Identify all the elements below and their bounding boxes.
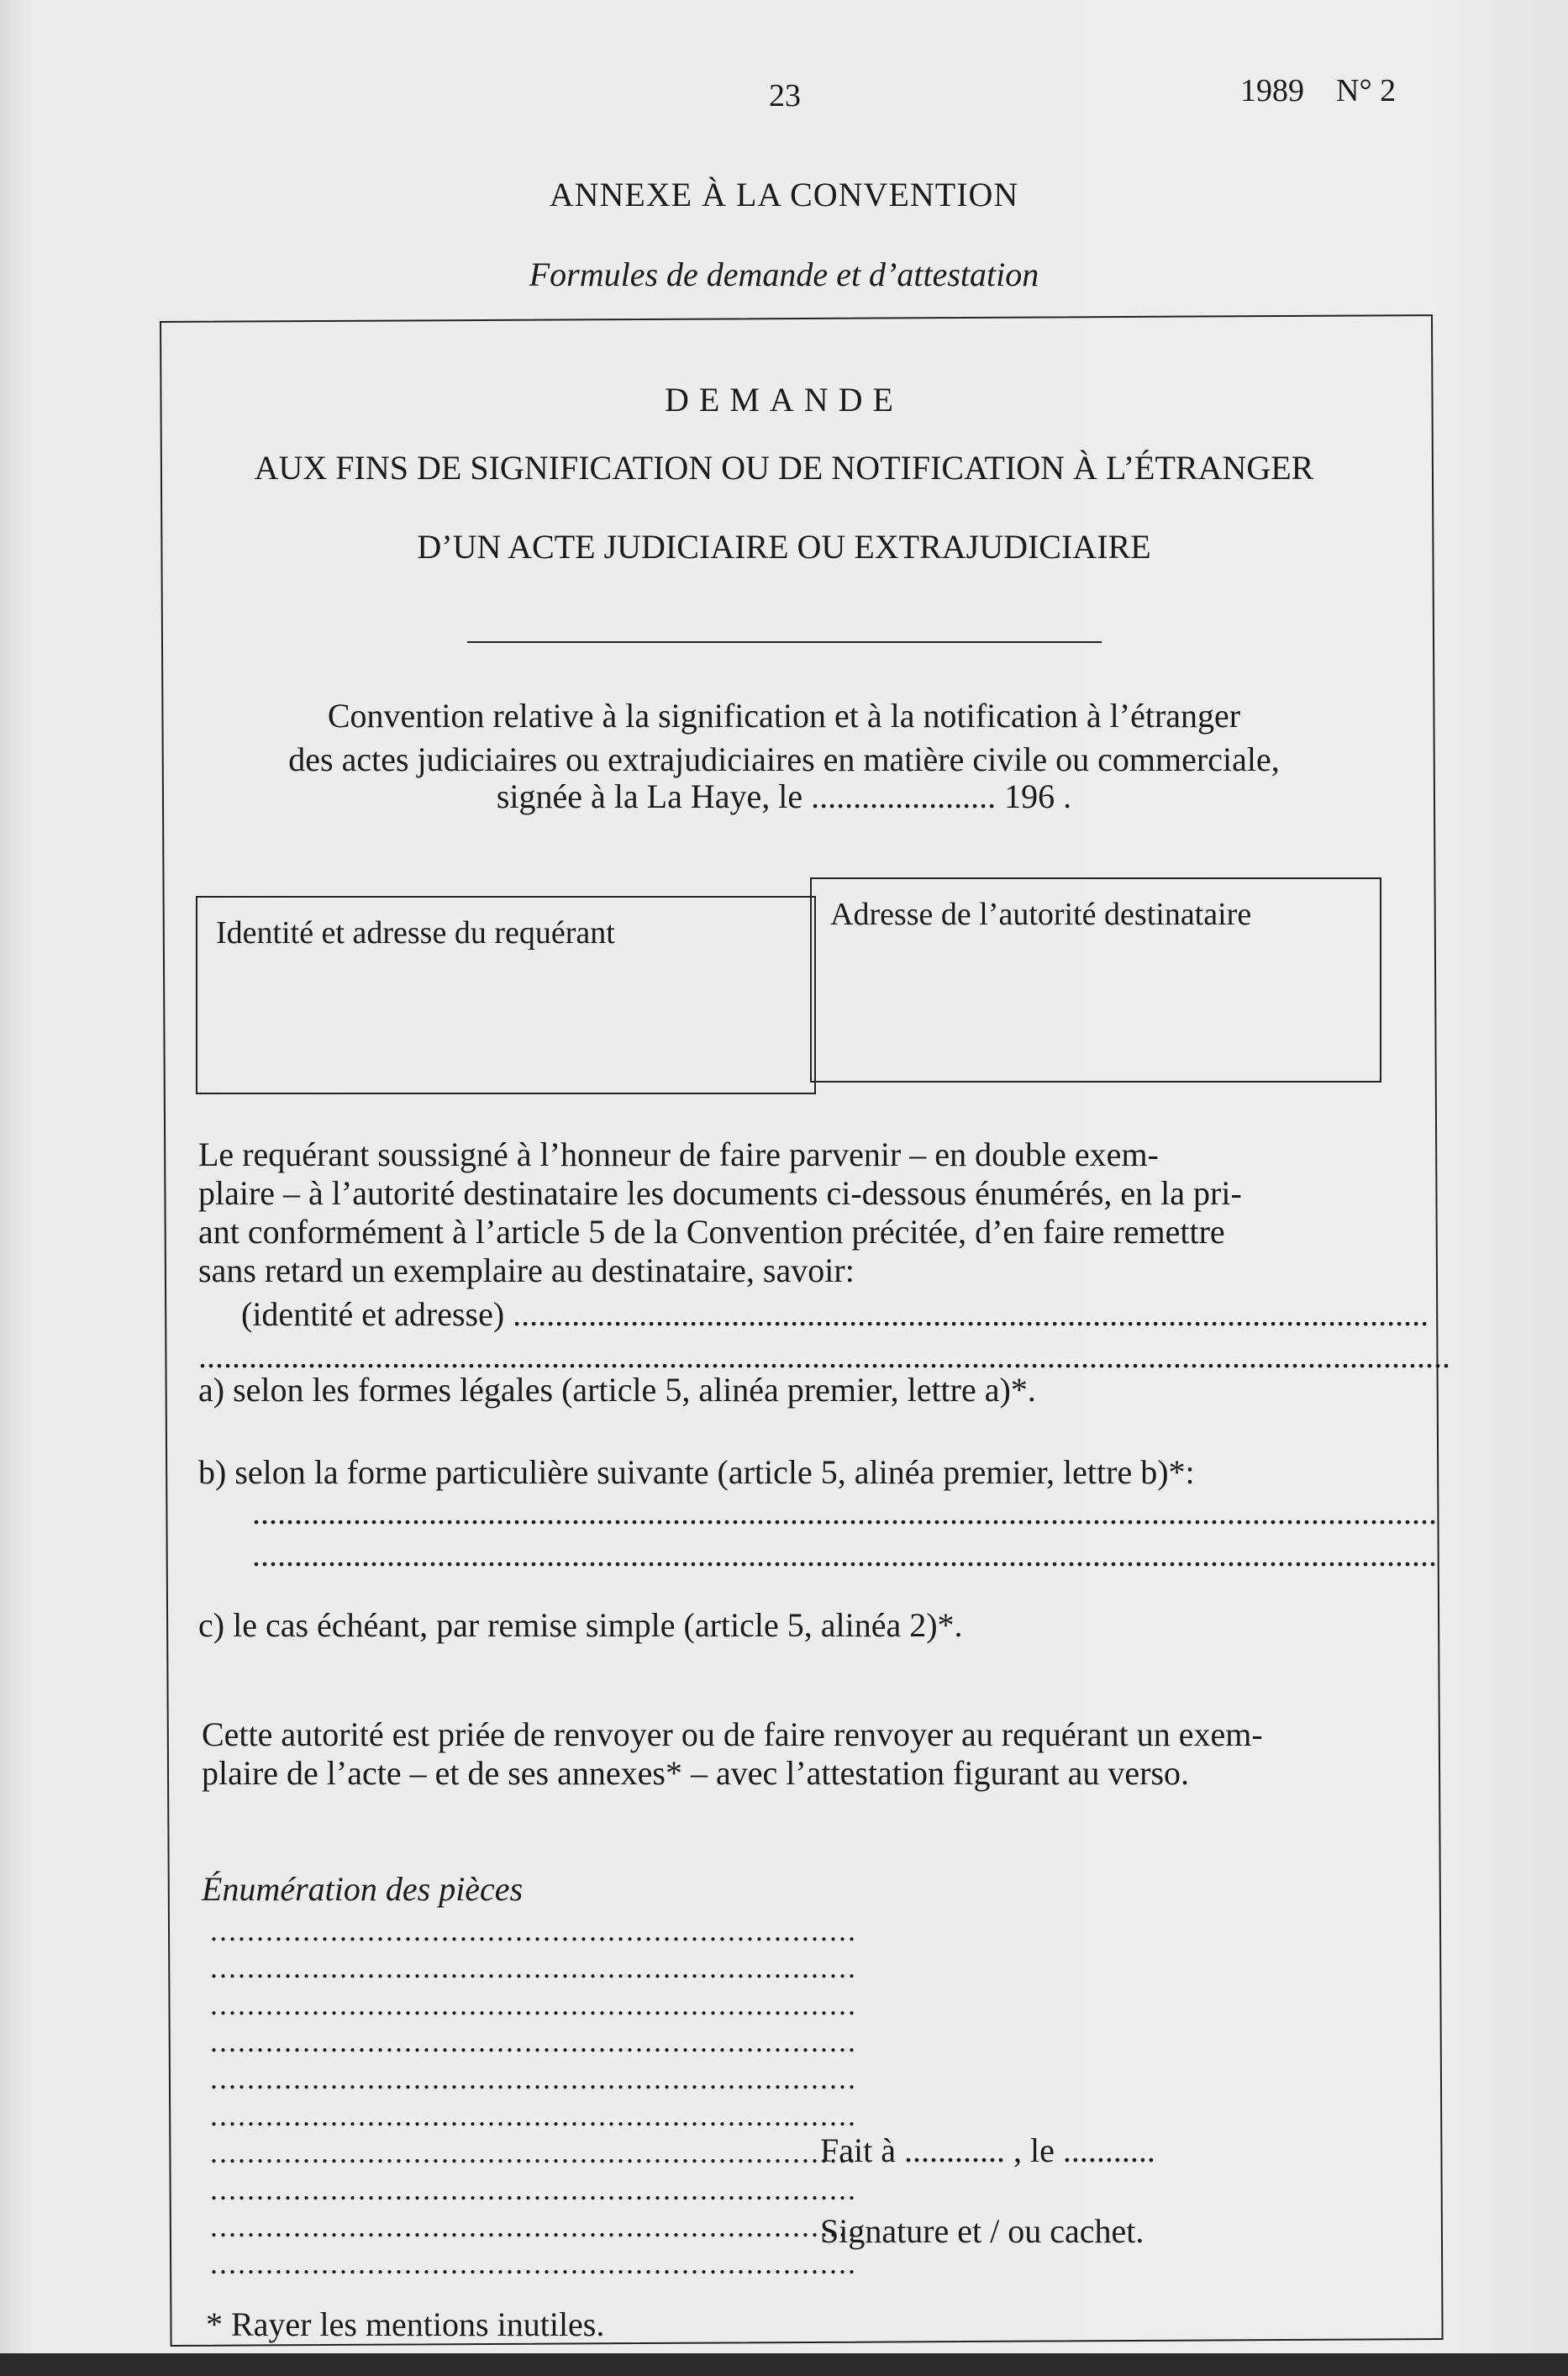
request-text-line-1: Le requérant soussigné à l’honneur de faire parvenir – en double exem-	[198, 1135, 1159, 1173]
option-a: a) selon les formes légales (article 5, alinéa premier, lettre a)*.	[198, 1371, 1036, 1409]
enumeration-line[interactable]: ......................................................................	[210, 2247, 857, 2280]
convention-line-3: signée à la La Haye, le ...................... 196 .	[496, 777, 1072, 815]
recipient-address-field[interactable]: .....................................................................................................................................................	[198, 1337, 1450, 1375]
year-issue-number: 1989 N° 2	[1240, 73, 1397, 108]
convention-line-1: Convention relative à la signification et à la notification à l’étranger	[327, 697, 1241, 735]
return-text-line-2: plaire de l’acte – et de ses annexes* – avec l’attestation figurant au verso.	[202, 1754, 1190, 1792]
enumeration-line[interactable]: ......................................................................	[210, 2025, 857, 2058]
autorite-box-label: Adresse de l’autorité destinataire	[830, 897, 1252, 932]
option-c: c) le cas échéant, par remise simple (article 5, alinéa 2)*.	[198, 1606, 963, 1644]
option-b: b) selon la forme particulière suivante (article 5, alinéa premier, lettre b)*:	[198, 1453, 1195, 1491]
form-title-line-1: AUX FINS DE SIGNIFICATION OU DE NOTIFICATION À L’ÉTRANGER	[254, 449, 1314, 487]
enumeration-line[interactable]: ......................................................................	[210, 1951, 857, 1984]
autorite-box[interactable]	[810, 877, 1381, 1083]
return-text-line-1: Cette autorité est priée de renvoyer ou de faire renvoyer au requérant un exem-	[202, 1715, 1263, 1753]
enumeration-line[interactable]: ......................................................................	[210, 1988, 857, 2021]
requerant-box[interactable]	[196, 896, 816, 1094]
option-b-field-1[interactable]: .............................................................................................................................................	[252, 1494, 1437, 1531]
enumeration-line[interactable]: ......................................................................	[210, 2136, 857, 2169]
title-divider	[467, 641, 1102, 643]
recipient-identity-field[interactable]: (identité et adresse) .............................................................................................................	[241, 1295, 1429, 1333]
request-text-line-3: ant conformément à l’article 5 de la Convention précitée, d’en faire remettre	[198, 1213, 1225, 1251]
enumeration-line[interactable]: ......................................................................	[210, 2173, 857, 2206]
place-date-field[interactable]: Fait à ............ , le ...........	[820, 2131, 1155, 2169]
enumeration-line[interactable]: ......................................................................	[210, 2062, 857, 2095]
enumeration-heading: Énumération des pièces	[202, 1870, 524, 1908]
scan-bottom-edge	[0, 2353, 1568, 2376]
form-subtitle: Formules de demande et d’attestation	[529, 256, 1039, 293]
enumeration-line[interactable]: ......................................................................	[210, 2099, 857, 2132]
enumeration-line[interactable]: ......................................................................	[210, 2210, 857, 2243]
convention-line-2: des actes judiciaires ou extrajudiciaires en matière civile ou commerciale,	[288, 740, 1280, 778]
option-b-field-2[interactable]: .............................................................................................................................................	[252, 1536, 1437, 1573]
form-heading: DEMANDE	[665, 381, 903, 419]
request-text-line-4: sans retard un exemplaire au destinataire, savoir:	[198, 1251, 855, 1289]
requerant-box-label: Identité et adresse du requérant	[216, 915, 615, 951]
signature-label: Signature et / ou cachet.	[820, 2212, 1144, 2250]
annex-title: ANNEXE À LA CONVENTION	[549, 176, 1019, 213]
footnote: * Rayer les mentions inutiles.	[206, 2305, 605, 2343]
request-text-line-2: plaire – à l’autorité destinataire les documents ci-dessous énumérés, en la pri-	[198, 1174, 1242, 1212]
page-number: 23	[769, 78, 801, 113]
enumeration-line[interactable]: ......................................................................	[210, 1914, 857, 1947]
form-title-line-2: D’UN ACTE JUDICIAIRE OU EXTRAJUDICIAIRE	[417, 528, 1151, 566]
